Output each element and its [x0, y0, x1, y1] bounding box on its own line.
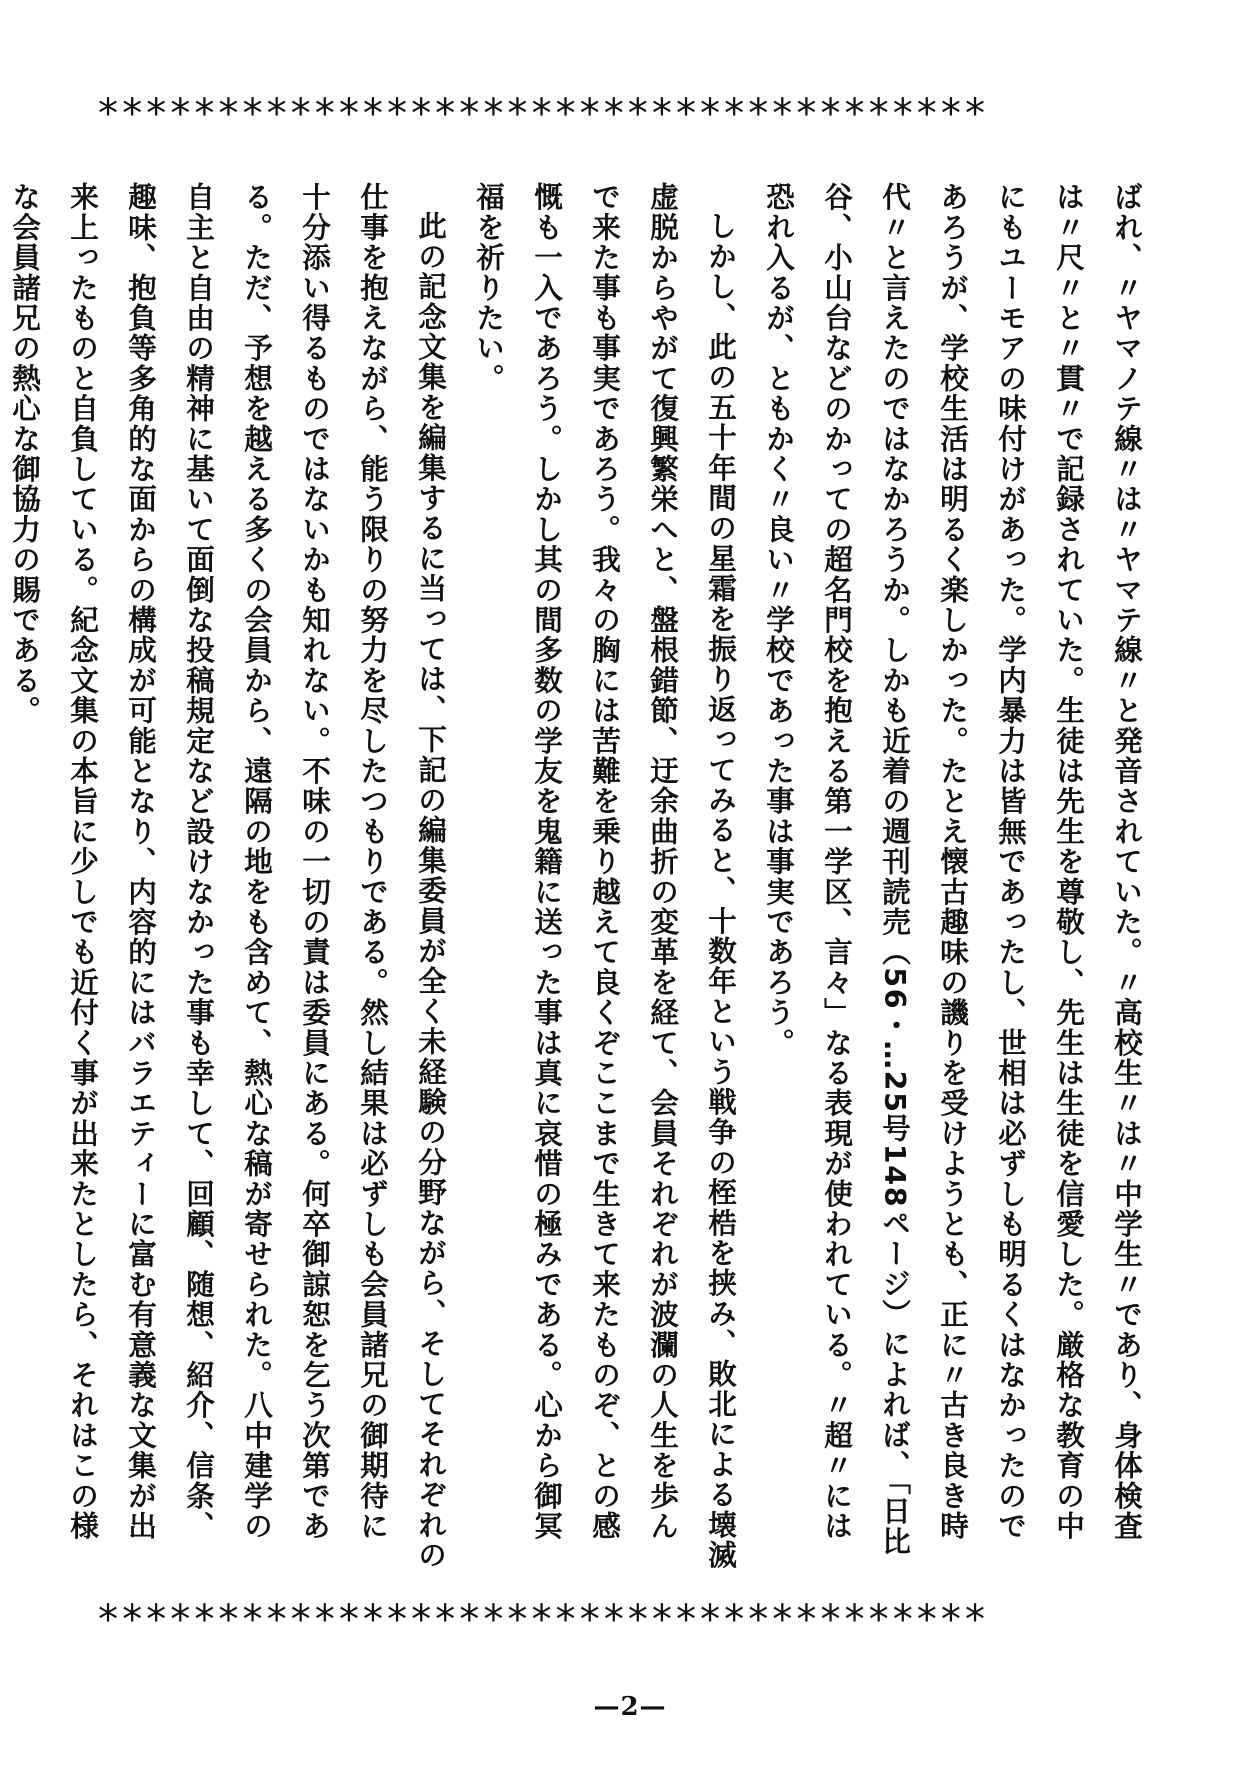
vertical-text-body	[8, 182, 1156, 1570]
page-number: —2—	[593, 1692, 667, 1722]
paragraph-2: しかし、此の五十年間の星霜を振り返ってみると、十数年という戦争の桎梏を挟み、敗北による壊滅虚脱からやがて復興繁栄へと、盤根錯節、迂余曲折の変革を経て、会員それぞれが波瀾の人生を歩んで来た事も事実であろう。我々の胸には苦難を乗り越えて良くぞここまで生きて来たものぞ、との感慨も一入であろう。しかし其の間多数の学友を鬼籍に送った事は真に哀惜の極みである。心から御冥福を祈りたい。	[472, 182, 738, 1570]
paragraph-3: 此の記念文集を編集するに当っては、下記の編集委員が全く未経験の分野ながら、そしてそれぞれの仕事を抱えながら、能う限りの努力を尽したつもりである。然し結果は必ずしも会員諸兄の御期待に十分添い得るものではないかも知れない。不味の一切の責は委員にある。何卒御諒恕を乞う次第である。ただ、予想を越える多くの会員から、遠隔の地をも含めて、熱心な稿が寄せられた。八中建学の自主と自由の精神に基いて面倒な投稿規定など設けなかった事も幸して、回顧、随想、紹介、信条、趣味、抱負等多角的な面からの構成が可能となり、内容的にはバラエティーに富む有意義な文集が出来上ったものと自負している。紀念文集の本旨に少しでも近付く事が出来たとしたら、それはこの様な会員諸兄の熱心な御協力の賜である。	[8, 182, 448, 1570]
bottom-star-rule: *************************************	[96, 1597, 988, 1643]
paragraph-1: ばれ、〃ヤマノテ線〃は〃ヤマテ線〃と発音されていた。〃高校生〃は〃中学生〃であり、身体検査は〃尺〃と〃貫〃で記録されていた。生徒は先生を尊敬し、先生は生徒を信愛した。厳格な教育の中にもユーモアの味付けがあった。学内暴力は皆無であったし、世相は必ずしも明るくはなかったのであろうが、学校生活は明るく楽しかった。たとえ懐古趣味の譏りを受けようとも、正に〃古き良き時代〃と言えたのではなかろうか。しかも近着の週刊読売（56・…25号148ページ）によれば、「日比谷、小山台などのかっての超名門校を抱える第一学区、言々」なる表現が使われている。〃超〃には恐れ入るが、ともかく〃良い〃学校であった事は事実であろう。	[762, 182, 1144, 1557]
top-star-rule: *************************************	[96, 91, 988, 137]
